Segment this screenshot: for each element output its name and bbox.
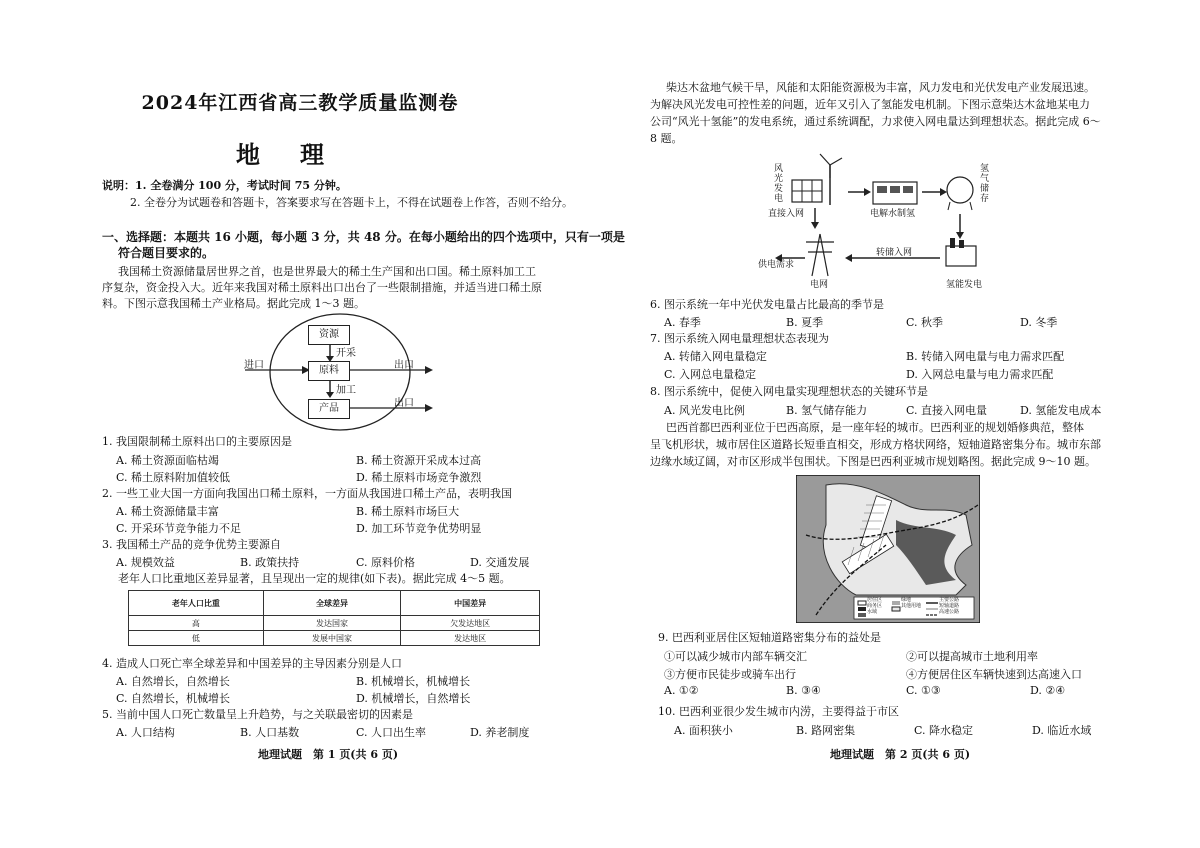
q9-option-c: C. ①③ xyxy=(906,684,941,697)
table-header: 全球差异 xyxy=(263,591,401,616)
raw-material-box: 原料 xyxy=(308,361,350,381)
transfer-grid-label: 转储入网 xyxy=(876,248,913,258)
processing-label: 加工 xyxy=(336,385,356,396)
resource-box: 资源 xyxy=(308,325,350,345)
q2-option-a: A. 稀土资源储量丰富 xyxy=(116,505,219,518)
q6-option-c: C. 秋季 xyxy=(906,316,944,329)
question-8: 8. 图示系统中，促使入网电量实现理想状态的关键环节是 xyxy=(650,385,928,398)
table-cell: 发达国家 xyxy=(263,616,401,631)
note-1: 说明：1. 全卷满分 100 分，考试时间 75 分钟。 xyxy=(102,179,347,192)
q10-option-a: A. 面积狭小 xyxy=(674,724,733,737)
legend-item: 水域 xyxy=(867,609,878,615)
q5-option-c: C. 人口出生率 xyxy=(356,726,427,739)
q3-option-a: A. 规模效益 xyxy=(116,556,175,569)
import-label: 进口 xyxy=(244,360,264,371)
question-9: 9. 巴西利亚居住区短轴道路密集分布的益处是 xyxy=(658,631,881,644)
legend-item: 主要公路 xyxy=(939,597,960,603)
export-label: 出口 xyxy=(394,398,414,409)
intro-line: 8 题。 xyxy=(650,132,683,145)
q10-option-c: C. 降水稳定 xyxy=(914,724,974,737)
q4-option-b: B. 机械增长，机械增长 xyxy=(356,675,471,688)
q9-statement-4: ④方便居住区车辆快速到达高速入口 xyxy=(906,668,1082,681)
q6-option-d: D. 冬季 xyxy=(1020,316,1058,329)
question-3: 3. 我国稀土产品的竞争优势主要源自 xyxy=(102,538,281,551)
hydrogen-storage-label: 氢气储存 xyxy=(980,164,990,204)
intro-line: 柴达木盆地气候干旱，风能和太阳能资源极为丰富，风力发电和光伏发电产业发展迅速。 xyxy=(666,81,1095,94)
table-cell: 高 xyxy=(129,616,264,631)
table-cell: 发展中国家 xyxy=(263,631,401,646)
q3-option-b: B. 政策扶持 xyxy=(240,556,300,569)
right-page xyxy=(600,0,1200,848)
legend-item: 绿地 xyxy=(901,597,912,603)
question-4: 4. 造成人口死亡率全球差异和中国差异的主导因素分别是人口 xyxy=(102,657,402,670)
page-footer: 地理试题 第 1 页(共 6 页) xyxy=(258,748,399,761)
q9-statement-1: ①可以减少城市内部车辆交汇 xyxy=(664,650,807,663)
question-2: 2. 一些工业大国一方面向我国出口稀土原料，一方面从我国进口稀土产品，表明我国 xyxy=(102,487,512,500)
q1-option-b: B. 稀土资源开采成本过高 xyxy=(356,454,482,467)
q6-option-b: B. 夏季 xyxy=(786,316,824,329)
direct-grid-label: 直接入网 xyxy=(768,209,805,219)
q8-option-a: A. 风光发电比例 xyxy=(664,404,745,417)
q8-option-b: B. 氢气储存能力 xyxy=(786,404,868,417)
export-label: 出口 xyxy=(394,360,414,371)
q4-option-d: D. 机械增长，自然增长 xyxy=(356,692,471,705)
mining-label: 开采 xyxy=(336,348,356,359)
q7-option-d: D. 入网总电量与电力需求匹配 xyxy=(906,368,1054,381)
intro-line: 边缘水域辽阔，对市区形成半包围状。下图是巴西利亚城市规划略图。据此完成 9～10 题。 xyxy=(650,455,1096,468)
question-10: 10. 巴西利亚很少发生城市内涝，主要得益于市区 xyxy=(658,705,899,718)
question-7: 7. 图示系统入网电量理想状态表现为 xyxy=(650,332,829,345)
q9-option-d: D. ②④ xyxy=(1030,684,1066,697)
legend-item: 短轴道路 xyxy=(939,603,960,609)
grid-label: 电网 xyxy=(810,280,829,290)
page-footer: 地理试题 第 2 页(共 6 页) xyxy=(830,748,971,761)
hydrogen-plant-icon xyxy=(946,246,976,266)
q10-option-d: D. 临近水域 xyxy=(1032,724,1092,737)
q5-option-d: D. 养老制度 xyxy=(470,726,530,739)
q1-option-c: C. 稀土原料附加值较低 xyxy=(116,471,231,484)
q2-option-b: B. 稀土原料市场巨大 xyxy=(356,505,460,518)
intro-line: 我国稀土资源储量居世界之首，也是世界最大的稀土生产国和出口国。稀土原料加工工 xyxy=(118,265,536,278)
q6-option-a: A. 春季 xyxy=(664,316,701,329)
question-6: 6. 图示系统一年中光伏发电量占比最高的季节是 xyxy=(650,298,884,311)
q7-option-a: A. 转储入网电量稳定 xyxy=(664,350,767,363)
q10-option-b: B. 路网密集 xyxy=(796,724,856,737)
intro-line: 序复杂，资金投入大。近年来我国对稀土原料出口出台了一些限制措施，并适当进口稀土原 xyxy=(102,281,542,294)
q3-option-c: C. 原料价格 xyxy=(356,556,416,569)
electrolysis-label: 电解水制氢 xyxy=(870,209,916,219)
note-2: 2. 全卷分为试题卷和答题卡，答案要求写在答题卡上，不得在试题卷上作答，否则不给分。 xyxy=(130,196,573,209)
q3-option-d: D. 交通发展 xyxy=(470,556,530,569)
q1-option-a: A. 稀土资源面临枯竭 xyxy=(116,454,219,467)
subject-title: 地理 xyxy=(236,140,364,169)
legend-item: 高速公路 xyxy=(939,609,960,615)
power-demand-label: 供电需求 xyxy=(758,260,795,270)
q7-option-b: B. 转储入网电量与电力需求匹配 xyxy=(906,350,1065,363)
q5-option-b: B. 人口基数 xyxy=(240,726,300,739)
intro-line: 料。下图示意我国稀土产业格局。据此完成 1～3 题。 xyxy=(102,297,365,310)
section-heading: 一、选择题：本题共 16 小题，每小题 3 分，共 48 分。在每小题给出的四个选项中，只有一项是 xyxy=(102,230,625,244)
q9-statement-2: ②可以提高城市土地利用率 xyxy=(906,650,1038,663)
hydrogen-tank-icon xyxy=(947,177,973,203)
wind-solar-label: 风光发电 xyxy=(774,164,784,204)
intro-line: 呈飞机形状，城市居住区道路长短垂直相交，形成方格状网络，短轴道路密集分布。城市东部 xyxy=(650,438,1101,451)
q4-option-a: A. 自然增长，自然增长 xyxy=(116,675,230,688)
exam-title: 2024年江西省高三教学质量监测卷 xyxy=(141,92,459,114)
q9-option-a: A. ①② xyxy=(664,684,699,697)
intro-line: 为解决风光发电可控性差的问题，近年又引入了氢能发电机制。下图示意柴达木盆地某电力 xyxy=(650,98,1090,111)
legend-item: 居住区 xyxy=(867,597,883,603)
table-cell: 低 xyxy=(129,631,264,646)
section-heading-cont: 符合题目要求的。 xyxy=(118,246,215,260)
elderly-population-table xyxy=(128,590,540,646)
legend-item: 商务区 xyxy=(867,603,883,609)
grid-tower-icon xyxy=(812,234,820,276)
q2-option-d: D. 加工环节竞争优势明显 xyxy=(356,522,482,535)
q2-option-c: C. 开采环节竞争能力不足 xyxy=(116,522,242,535)
q9-statement-3: ③方便市民徒步或骑车出行 xyxy=(664,668,796,681)
legend-item: 其他用地 xyxy=(901,603,922,609)
table-cell: 发达地区 xyxy=(401,631,540,646)
q7-option-c: C. 入网总电量稳定 xyxy=(664,368,757,381)
table-cell: 欠发达地区 xyxy=(401,616,540,631)
intro-4-5: 老年人口比重地区差异显著，且呈现出一定的规律(如下表)。据此完成 4～5 题。 xyxy=(118,572,511,585)
q1-option-d: D. 稀土原料市场竞争激烈 xyxy=(356,471,482,484)
q8-option-d: D. 氢能发电成本 xyxy=(1020,404,1102,417)
q8-option-c: C. 直接入网电量 xyxy=(906,404,988,417)
intro-line: 巴西首都巴西利亚位于巴西高原，是一座年轻的城市。巴西利亚的规划婚修典范，整体 xyxy=(666,421,1084,434)
q4-option-c: C. 自然增长，机械增长 xyxy=(116,692,231,705)
question-1: 1. 我国限制稀土原料出口的主要原因是 xyxy=(102,435,292,448)
question-5: 5. 当前中国人口死亡数量呈上升趋势，与之关联最密切的因素是 xyxy=(102,708,413,721)
q5-option-a: A. 人口结构 xyxy=(116,726,175,739)
table-header: 中国差异 xyxy=(401,591,540,616)
product-box: 产品 xyxy=(308,399,350,419)
hydrogen-power-label: 氢能发电 xyxy=(946,280,983,290)
q9-option-b: B. ③④ xyxy=(786,684,821,697)
intro-line: 公司“风光十氢能”的发电系统，通过系统调配，力求使入网电量达到理想状态。据此完成 6～ xyxy=(650,115,1101,128)
table-header: 老年人口比重 xyxy=(129,591,264,616)
